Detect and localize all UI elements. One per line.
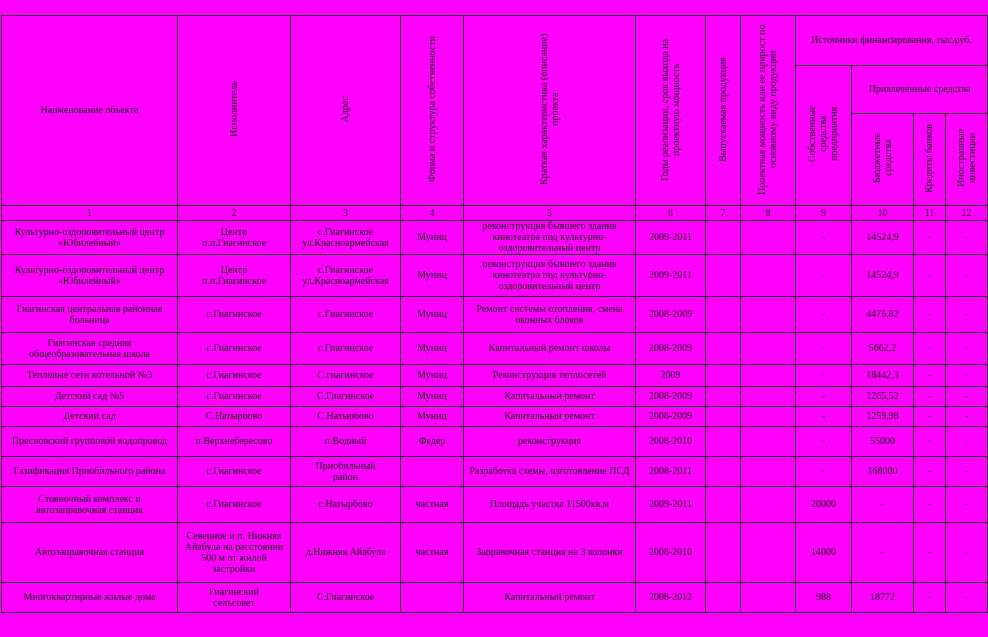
header-funding: Источники финансирования, тыс.руб. <box>796 16 988 66</box>
cell-years: 2009 <box>636 365 706 387</box>
cell-executor: Центр п.п.Гиагинское <box>178 255 291 297</box>
cell-executor: Гиагинский сельсовет <box>178 583 291 613</box>
cell-capacity <box>741 457 796 487</box>
cell-name: Газификация Приобильного района <box>2 457 178 487</box>
cell-address: С.Гиагинское <box>291 387 401 407</box>
cell-form: Муниц <box>401 387 464 407</box>
cell-budget: 14524,9 <box>852 221 914 255</box>
cell-budget: 18442,3 <box>852 365 914 387</box>
cell-own: - <box>796 407 852 427</box>
cell-output <box>706 255 741 297</box>
cell-address: С.гиагинское <box>291 365 401 387</box>
cell-credit: - <box>914 297 946 333</box>
investment-projects-table <box>1 15 988 613</box>
cell-foreign: - <box>946 487 988 523</box>
cell-capacity <box>741 407 796 427</box>
cell-years: 2008-2009 <box>636 407 706 427</box>
cell-own: 988 <box>796 583 852 613</box>
cell-address: с.Гиагинское ул.Красноармейская <box>291 255 401 297</box>
cell-credit: - <box>914 583 946 613</box>
cell-budget: 4475,82 <box>852 297 914 333</box>
cell-name: Тепловые сети котельной №3 <box>2 365 178 387</box>
header-name: Наименование объекта <box>2 16 178 206</box>
cell-capacity <box>741 297 796 333</box>
cell-years: 2009-2011 <box>636 487 706 523</box>
cell-name: Гиагинская центральная районная больница <box>2 297 178 333</box>
table-row <box>2 365 988 387</box>
cell-foreign: - <box>946 333 988 365</box>
cell-budget: 14524,9 <box>852 255 914 297</box>
cell-desc: Капитальный ремонт школы <box>464 333 636 365</box>
header-capacity: Проектная мощность или ее прирост по основному виду продукции <box>741 16 796 206</box>
cell-output <box>706 457 741 487</box>
table-row <box>2 255 988 297</box>
cell-budget: - <box>852 487 914 523</box>
cell-own: - <box>796 457 852 487</box>
cell-years: 2008-2009 <box>636 333 706 365</box>
cell-executor: с.Гиагинское <box>178 297 291 333</box>
table-row <box>2 487 988 523</box>
cell-budget: 5662,2 <box>852 333 914 365</box>
column-number: 10 <box>852 206 914 221</box>
header-own: Собственные средства предприятия <box>796 66 852 206</box>
table-row <box>2 297 988 333</box>
column-number: 9 <box>796 206 852 221</box>
cell-form: частная <box>401 523 464 583</box>
column-number: 8 <box>741 206 796 221</box>
cell-executor: с.Гиагинское <box>178 387 291 407</box>
header-credit: Кредиты банков <box>914 114 946 206</box>
cell-foreign: - <box>946 583 988 613</box>
cell-executor: с.Гиагинское <box>178 487 291 523</box>
cell-form: Федер <box>401 427 464 457</box>
cell-name: Многоквартирные жилые дома <box>2 583 178 613</box>
cell-executor: с.Гиагинское <box>178 365 291 387</box>
cell-foreign: - <box>946 297 988 333</box>
cell-name: Гиагинская средняя общеобразовательная школа <box>2 333 178 365</box>
header-form: Форма и структура собственности <box>401 16 464 206</box>
cell-budget: 1265,52 <box>852 387 914 407</box>
cell-form: Муниц <box>401 333 464 365</box>
column-number: 7 <box>706 206 741 221</box>
cell-desc: реконструкция <box>464 427 636 457</box>
cell-form <box>401 457 464 487</box>
cell-budget: 168000 <box>852 457 914 487</box>
table-row <box>2 333 988 365</box>
cell-form: Муниц <box>401 407 464 427</box>
cell-capacity <box>741 523 796 583</box>
cell-output <box>706 297 741 333</box>
cell-capacity <box>741 365 796 387</box>
cell-desc: Капитальный ремонт <box>464 387 636 407</box>
cell-capacity <box>741 255 796 297</box>
cell-address: с.Гиагинское <box>291 297 401 333</box>
table-row <box>2 221 988 255</box>
cell-desc: реконструкция бывшего здания кинотеатра под культурно-оздоровительный центр <box>464 221 636 255</box>
cell-desc: Заправочная станция на 3 колонки <box>464 523 636 583</box>
cell-desc: Разработка схемы, изготовление ПСД <box>464 457 636 487</box>
cell-desc: Площадь участка 11500кв.м <box>464 487 636 523</box>
cell-budget: 18772 <box>852 583 914 613</box>
cell-credit: - <box>914 365 946 387</box>
cell-output <box>706 365 741 387</box>
cell-desc: Капитальный ремонт <box>464 407 636 427</box>
cell-address: с.Гиагинское <box>291 333 401 365</box>
table-row <box>2 583 988 613</box>
cell-credit: - <box>914 387 946 407</box>
cell-budget: - <box>852 523 914 583</box>
cell-years: 2008-2010 <box>636 427 706 457</box>
cell-own: - <box>796 255 852 297</box>
cell-address: С.Натырбово <box>291 407 401 427</box>
cell-executor: с.Гиагинское <box>178 333 291 365</box>
cell-output <box>706 407 741 427</box>
cell-years: 2008-2011 <box>636 457 706 487</box>
cell-budget: 1259,98 <box>852 407 914 427</box>
header-attracted: Привлеченные средства <box>852 66 988 114</box>
header-characteristics: Краткая характеристика (описание) проекта <box>464 16 636 206</box>
cell-foreign: - <box>946 407 988 427</box>
cell-foreign: - <box>946 221 988 255</box>
cell-address: Приобильный район <box>291 457 401 487</box>
cell-form: Муниц <box>401 221 464 255</box>
cell-capacity <box>741 487 796 523</box>
cell-own: - <box>796 365 852 387</box>
cell-name: Пресновский групповой водопровод <box>2 427 178 457</box>
cell-foreign: - <box>946 365 988 387</box>
cell-credit: - <box>914 333 946 365</box>
cell-executor: С.Натырбово <box>178 407 291 427</box>
cell-output <box>706 427 741 457</box>
cell-own: 14000 <box>796 523 852 583</box>
cell-years: 2008-2012 <box>636 583 706 613</box>
cell-address: с.Гиагинское ул.Красноармейская <box>291 221 401 255</box>
column-number: 6 <box>636 206 706 221</box>
table-row <box>2 407 988 427</box>
cell-own: - <box>796 387 852 407</box>
column-number: 3 <box>291 206 401 221</box>
cell-capacity <box>741 221 796 255</box>
table-row <box>2 387 988 407</box>
cell-output <box>706 333 741 365</box>
cell-name: Детский сад №5 <box>2 387 178 407</box>
table-row <box>2 457 988 487</box>
cell-output <box>706 523 741 583</box>
cell-own: - <box>796 427 852 457</box>
cell-output <box>706 583 741 613</box>
cell-foreign: - <box>946 427 988 457</box>
cell-years: 2008-2009 <box>636 387 706 407</box>
cell-desc: Капитальный ремонт <box>464 583 636 613</box>
cell-foreign: - <box>946 523 988 583</box>
cell-form: частная <box>401 487 464 523</box>
cell-credit: - <box>914 487 946 523</box>
cell-desc: реконструкция бывшего здания кинотеатра под культурно-оздоровительный центр <box>464 255 636 297</box>
cell-years: 2008-2009 <box>636 297 706 333</box>
cell-credit: - <box>914 255 946 297</box>
column-number: 4 <box>401 206 464 221</box>
header-budget: Бюджетные средства <box>852 114 914 206</box>
cell-form: Муниц <box>401 255 464 297</box>
header-executor: Исполнитель <box>178 16 291 206</box>
header-output: Выпускаемая продукция <box>706 16 741 206</box>
cell-executor: с.Гиагинское <box>178 457 291 487</box>
cell-own: - <box>796 221 852 255</box>
cell-executor: п.Верхнебересово <box>178 427 291 457</box>
column-number: 5 <box>464 206 636 221</box>
cell-name: Детский сад <box>2 407 178 427</box>
header-years: Годы реализации, срок выхода на проектную мощность <box>636 16 706 206</box>
cell-credit: - <box>914 407 946 427</box>
cell-budget: 55000 <box>852 427 914 457</box>
cell-form: Муниц <box>401 297 464 333</box>
cell-years: 2009-2011 <box>636 221 706 255</box>
cell-address: с.Натырбово <box>291 487 401 523</box>
cell-desc: Реконструкция теплосетей <box>464 365 636 387</box>
cell-address: С.Гиагинское <box>291 583 401 613</box>
header-foreign: Иностранные инвестиции <box>946 114 988 206</box>
column-number: 11 <box>914 206 946 221</box>
column-number: 1 <box>2 206 178 221</box>
cell-capacity <box>741 427 796 457</box>
cell-own: - <box>796 333 852 365</box>
cell-name: Автозаправочная станция <box>2 523 178 583</box>
cell-address: п.Водный <box>291 427 401 457</box>
table-row <box>2 523 988 583</box>
cell-credit: - <box>914 221 946 255</box>
cell-foreign: - <box>946 457 988 487</box>
cell-years: 2009-2011 <box>636 255 706 297</box>
table-row <box>2 427 988 457</box>
cell-capacity <box>741 583 796 613</box>
column-number: 12 <box>946 206 988 221</box>
cell-output <box>706 387 741 407</box>
cell-own: 20000 <box>796 487 852 523</box>
cell-desc: Ремонт системы отопления, смена оконных блоков <box>464 297 636 333</box>
cell-foreign: - <box>946 387 988 407</box>
cell-years: 2008-2010 <box>636 523 706 583</box>
cell-address: д.Нижняя Айабула <box>291 523 401 583</box>
cell-executor: Северное и п. Нижняя Айабула на расстоянии 500 м от жилой застройки <box>178 523 291 583</box>
cell-name: Культурно-оздоровительный центр «Юбилейный» <box>2 221 178 255</box>
cell-name: Стояночный комплекс и автозаправочная станция <box>2 487 178 523</box>
cell-capacity <box>741 333 796 365</box>
cell-credit: - <box>914 457 946 487</box>
cell-own: - <box>796 297 852 333</box>
cell-name: Культурно-оздоровительный центр «Юбилейный» <box>2 255 178 297</box>
cell-form <box>401 583 464 613</box>
cell-capacity <box>741 387 796 407</box>
column-number: 2 <box>178 206 291 221</box>
cell-output <box>706 487 741 523</box>
cell-foreign: - <box>946 255 988 297</box>
cell-credit: - <box>914 427 946 457</box>
column-number-row <box>2 206 988 221</box>
cell-executor: Центр п.п.Гиагинское <box>178 221 291 255</box>
header-address: Адрес <box>291 16 401 206</box>
cell-credit: - <box>914 523 946 583</box>
cell-form: Муниц <box>401 365 464 387</box>
cell-output <box>706 221 741 255</box>
